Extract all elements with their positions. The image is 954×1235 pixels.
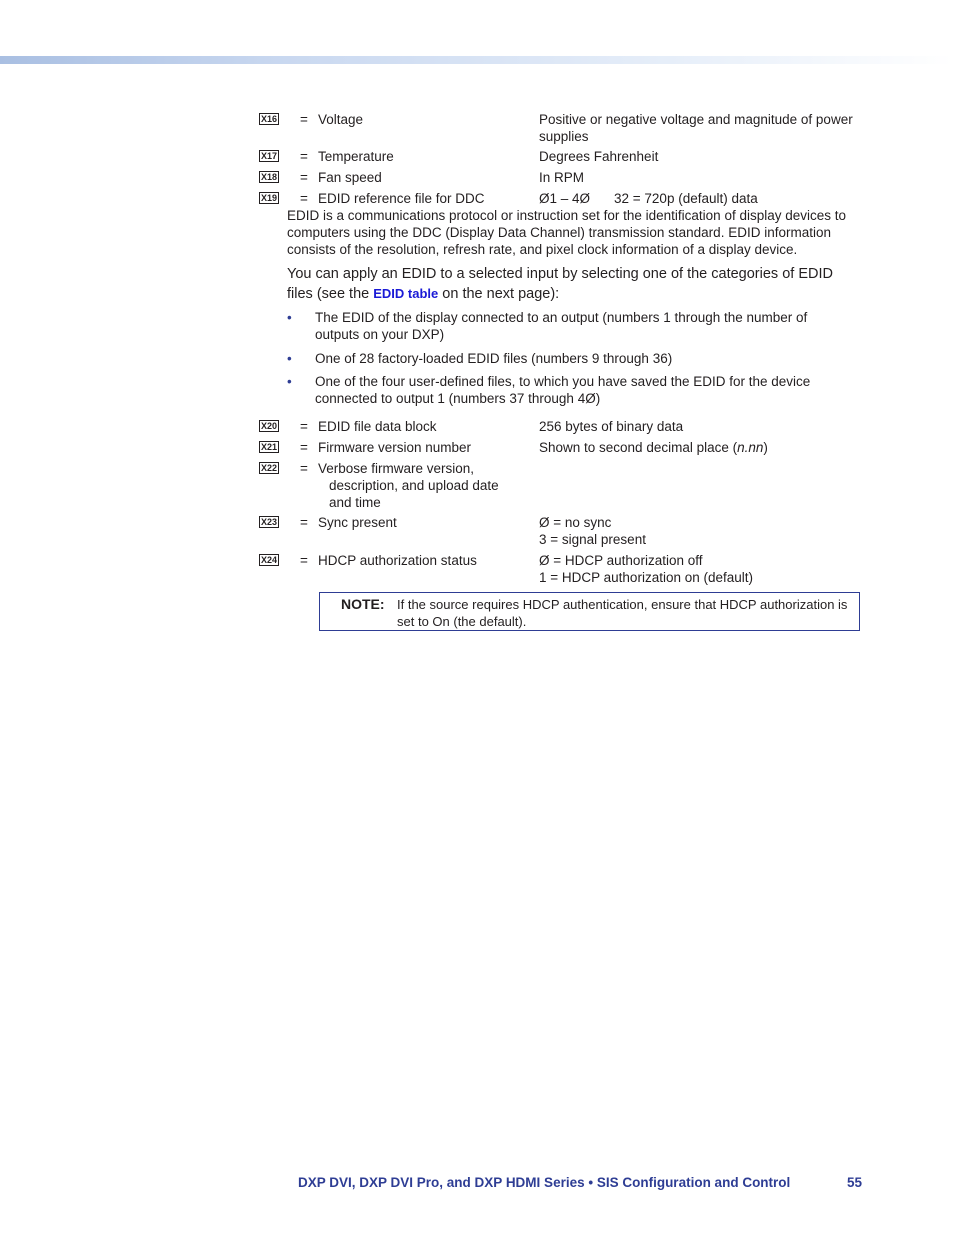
value-desc: = HDCP authorization on (default)	[546, 570, 754, 585]
bullet-number: 4Ø	[577, 391, 596, 406]
variable-name-x19: EDID reference file for DDC	[318, 191, 485, 206]
variable-name-x18: Fan speed	[318, 170, 382, 185]
equals-sign: =	[300, 440, 308, 455]
value-code: Ø	[539, 553, 550, 568]
variable-box-x17: X17	[261, 151, 278, 161]
variable-default-x19	[614, 190, 758, 207]
variable-desc-x21	[539, 439, 859, 456]
equals-sign: =	[300, 112, 308, 127]
variable-desc-x17: Degrees Fahrenheit	[539, 149, 659, 164]
equals-sign: =	[300, 461, 308, 476]
name-line: Verbose firmware version,	[318, 461, 475, 476]
value-code: Ø	[539, 515, 550, 530]
default-number: 32	[614, 191, 630, 206]
variable-name-x16: Voltage	[318, 112, 364, 127]
variable-desc-x18: In RPM	[539, 170, 585, 185]
bullet-icon: •	[287, 351, 292, 366]
bullet-text-part: One of the four user-defined files, to which you have saved the EDID for the device connected to output 1 (numbers	[315, 374, 811, 406]
variable-box-x23: X23	[261, 517, 278, 527]
variable-box-x24: X24	[261, 555, 278, 565]
equals-sign: =	[300, 515, 308, 530]
variable-box-x22: X22	[261, 463, 278, 473]
variable-name-x23: Sync present	[318, 515, 397, 530]
equals-sign: =	[300, 419, 308, 434]
header-gradient-bar	[0, 56, 954, 64]
equals-sign: =	[300, 191, 308, 206]
bullet-number: 9	[591, 351, 600, 366]
bullet-text-part: through	[524, 391, 578, 406]
page-number: 55	[847, 1175, 863, 1190]
variable-desc-x24	[539, 552, 859, 586]
variable-box-x18: X18	[261, 172, 278, 182]
variable-name-x20: EDID file data block	[318, 419, 437, 434]
bullet-text-part: One of 28 factory-loaded EDID files (numbers	[315, 351, 592, 366]
edid-table-link[interactable]: EDID table	[373, 286, 439, 301]
variable-name-x21: Firmware version number	[318, 440, 472, 455]
equals-sign: =	[300, 553, 308, 568]
bullet-text: The EDID of the display connected to an output (numbers 1 through the number of outputs on your DXP)	[315, 310, 808, 342]
edid-definition: EDID is a communications protocol or instruction set for the identification of display devices to computers using the DDC (Display Data Channel) transmission standard. EDID information consists of the resolution, refresh rate, and pixel clock information of a display device.	[287, 208, 847, 257]
variable-name-x17: Temperature	[318, 149, 394, 164]
desc-part: Shown to second decimal place (	[539, 440, 738, 455]
bullet-text-part: )	[595, 391, 601, 406]
variable-name-x22	[318, 460, 528, 511]
value-code: 1	[539, 570, 547, 585]
name-line: and time	[329, 495, 381, 510]
version-format: n.nn	[737, 440, 764, 455]
value-desc: = no sync	[549, 515, 612, 530]
bullet-text-part: through	[599, 351, 653, 366]
apply-edid-paragraph	[287, 265, 857, 304]
apply-text-after: on the next page):	[438, 286, 560, 302]
variable-name-x24: HDCP authorization status	[318, 553, 477, 568]
variable-box-x19: X19	[261, 193, 278, 203]
note-text: If the source requires HDCP authentication, ensure that HDCP authorization is set to On (the default).	[397, 597, 848, 629]
bullet-number: 37	[509, 391, 525, 406]
variable-desc-x20: 256 bytes of binary data	[539, 419, 684, 434]
equals-sign: =	[300, 149, 308, 164]
footer-title: DXP DVI, DXP DVI Pro, and DXP HDMI Series • SIS Configuration and Control	[298, 1175, 791, 1190]
equals-sign: =	[300, 170, 308, 185]
value-desc: = HDCP authorization off	[549, 553, 703, 568]
variable-range-x19: Ø1 – 4Ø	[539, 191, 591, 206]
note-box	[319, 592, 860, 631]
bullet-icon: •	[287, 310, 292, 325]
name-line: description, and upload date	[329, 478, 499, 493]
desc-part: )	[763, 440, 768, 455]
bullet-text-part: )	[667, 351, 673, 366]
variable-desc-x16: Positive or negative voltage and magnitude of power supplies	[539, 112, 853, 144]
apply-text-before: You can apply an EDID to a selected input by selecting one of the categories of EDID files (see the	[287, 266, 833, 302]
bullet-text	[315, 350, 845, 367]
value-code: 3	[539, 532, 547, 547]
note-label: NOTE:	[341, 596, 385, 612]
bullet-number: 36	[652, 351, 668, 366]
value-desc: = signal present	[546, 532, 646, 547]
variable-desc-x23	[539, 514, 859, 548]
variable-box-x16: X16	[261, 114, 278, 124]
variable-box-x20: X20	[261, 421, 278, 431]
bullet-text	[315, 373, 845, 407]
variable-box-x21: X21	[261, 442, 278, 452]
bullet-icon: •	[287, 374, 292, 389]
default-text: = 720p (default) data	[629, 191, 758, 206]
